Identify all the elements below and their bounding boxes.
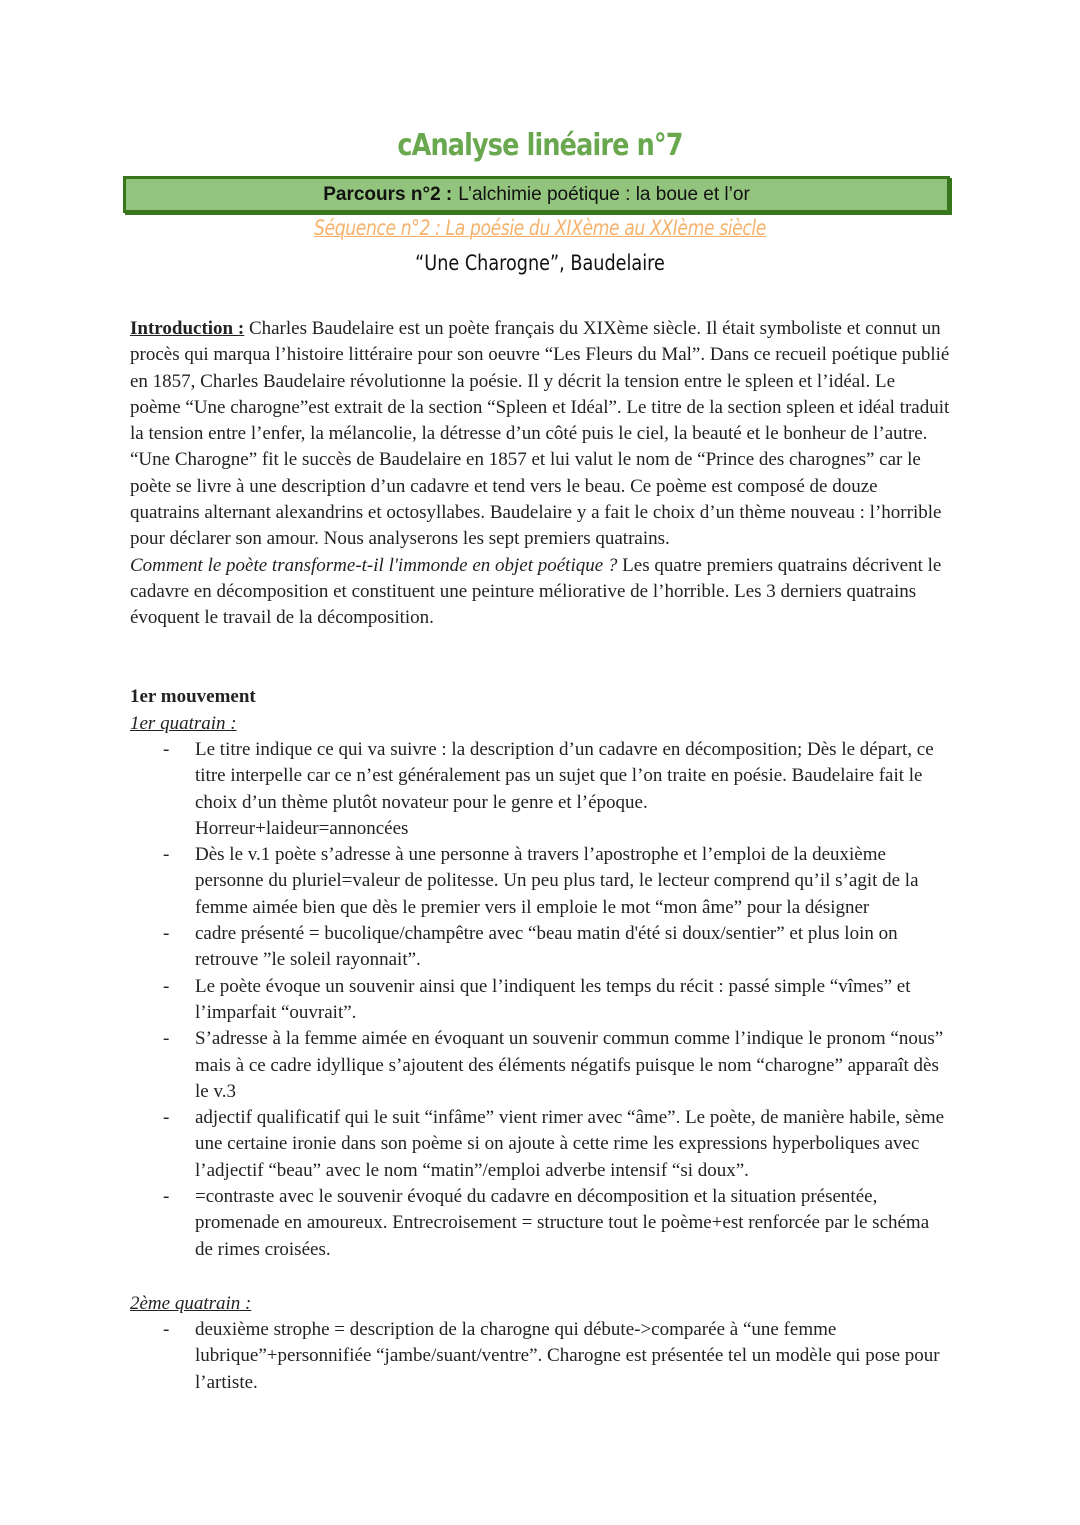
list-item — [130, 1105, 950, 1184]
quatrain-2-label: 2ème quatrain : — [130, 1293, 252, 1314]
introduction-text: Charles Baudelaire est un poète français du XIXème siècle. Il était symboliste et connut un procès qui marqua l’histoire littéraire pour son oeuvre “Les Fleurs du Mal”. Dans ce recueil poétique publié en 1857, Charles Baudelaire révolutionne la poésie. Il y décrit la tension entre le spleen et l’idéal. Le poème “Une charogne”est extrait de la section “Spleen et Idéal”. Le titre de la section spleen et idéal traduit la tension entre l’enfer, la mélancolie, la détresse d’un côté puis le ciel, la beauté et le bonheur de l’autre. “Une Charogne” fit le succès de Baudelaire en 1857 et lui valut le nom de “Prince des charognes” car le poète se livre à une description d’un cadavre et tend vers le beau. Ce poème est composé de douze quatrains alternant alexandrins et octosyllabes. Baudelaire y a fait le choix d’un thème nouveau : l’horrible pour déclarer son amour. Nous analyserons les sept premiers quatrains. — [130, 318, 950, 550]
document-title: cAnalyse linéaire n°7 — [397, 128, 683, 163]
list-item-text: Le titre indique ce qui va suivre : la description d’un cadavre en décomposition; Dès le départ, ce titre interpelle car ce n’est généralement pas un sujet que l’on traite en poésie. Baudelaire fait le choix d’un thème plutôt novateur pour le genre et l’époque. Horreur+laideur=annoncées — [195, 739, 934, 839]
bullet-dash: - — [163, 975, 170, 997]
list-item — [130, 842, 950, 921]
list-item-text: cadre présenté = bucolique/champêtre avec “beau matin d'été si doux/sentier” et plus loin on retrouve ”le soleil rayonnait”. — [195, 923, 898, 971]
movement-heading: 1er mouvement — [130, 686, 256, 707]
list-item-text: =contraste avec le souvenir évoqué du cadavre en décomposition et la situation présentée, promenade en amoureux. Entrecroisement = structure tout le poème+est renforcée par le schéma de rimes croisées. — [195, 1186, 930, 1260]
list-item — [130, 921, 950, 974]
parcours-label: Parcours n°2 : — [323, 183, 453, 205]
bullet-dash: - — [163, 1107, 170, 1129]
list-item-text: adjectif qualificatif qui le suit “infâme” vient rimer avec “âme”. Le poète, de manière habile, sème une certaine ironie dans son poème si on ajoute à cette rime les expressions hyperboliques avec l’adjectif “beau” avec le nom “matin”/emploi adverbe intensif “si doux”. — [195, 1107, 945, 1181]
quatrain-2-list — [130, 1317, 950, 1396]
introduction-plan: Les quatre premiers quatrains décrivent le cadavre en décomposition et constituent une peinture méliorative de l’horrible. Les 3 derniers quatrains évoquent le travail de la décomposition. — [130, 554, 942, 629]
sequence-subtitle: Séquence n°2 : La poésie du XIXème au XXIème siècle — [314, 216, 766, 240]
parcours-text: L’alchimie poétique : la boue et l’or — [458, 183, 750, 205]
bullet-dash: - — [163, 739, 170, 760]
introduction-paragraph — [130, 316, 950, 632]
bullet-dash: - — [163, 1319, 170, 1340]
quatrain-1-list — [130, 737, 950, 1263]
list-item — [130, 1026, 950, 1105]
list-item — [130, 737, 950, 842]
parcours-banner — [123, 176, 950, 213]
list-item-text: deuxième strophe = description de la charogne qui débute->comparée à “une femme lubrique”+personnifiée “jambe/suant/ventre”. Charogne est présentée tel un modèle qui pose pour l’artiste. — [195, 1319, 940, 1393]
bullet-dash: - — [163, 1028, 170, 1050]
list-item — [130, 1184, 950, 1263]
bullet-dash: - — [163, 923, 170, 945]
list-item — [130, 1317, 950, 1396]
work-title: “Une Charogne”, Baudelaire — [415, 251, 665, 275]
quatrain-1-label: 1er quatrain : — [130, 713, 237, 734]
introduction-label: Introduction : — [130, 318, 245, 339]
bullet-dash: - — [163, 844, 170, 866]
bullet-dash: - — [163, 1186, 170, 1208]
list-item-text: S’adresse à la femme aimée en évoquant un souvenir commun comme l’indique le pronom “nous” mais à ce cadre idyllique s’ajoutent des éléments négatifs puisque le nom “charogne” apparaît dès le v.3 — [195, 1028, 944, 1102]
list-item-text: Dès le v.1 poète s’adresse à une personne à travers l’apostrophe et l’emploi de la deuxième personne du pluriel=valeur de politesse. Un peu plus tard, le lecteur comprend qu’il s’agit de la femme aimée bien que dès le premier vers il emploie le mot “mon âme” pour la désigner — [195, 844, 919, 918]
list-item-text: Le poète évoque un souvenir ainsi que l’indiquent les temps du récit : passé simple “vîmes” et l’imparfait “ouvrait”. — [195, 975, 911, 1023]
list-item — [130, 974, 950, 1027]
problematique: Comment le poète transforme-t-il l'immonde en objet poétique ? — [130, 554, 618, 576]
